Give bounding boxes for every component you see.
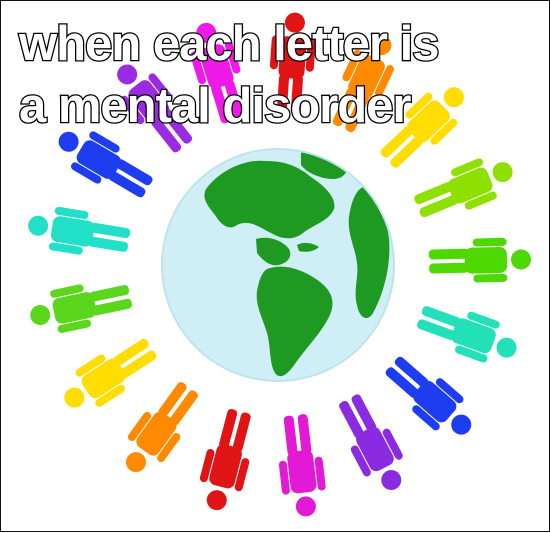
person-figure: [25, 202, 133, 262]
caption-line-1: when each letter is: [19, 17, 439, 71]
caption-line-2: a mental disorder: [19, 79, 411, 133]
person-figure: [273, 412, 328, 518]
person-figure: [377, 348, 483, 448]
person-figure: [329, 388, 415, 499]
person-figure: [409, 148, 520, 228]
person-figure: [54, 329, 163, 422]
person-figure: [112, 375, 207, 483]
person-figure: [193, 406, 261, 516]
person-figure: [413, 296, 524, 372]
person-figure: [26, 275, 135, 339]
person-figure: [429, 237, 532, 283]
meme-caption: [19, 13, 539, 137]
